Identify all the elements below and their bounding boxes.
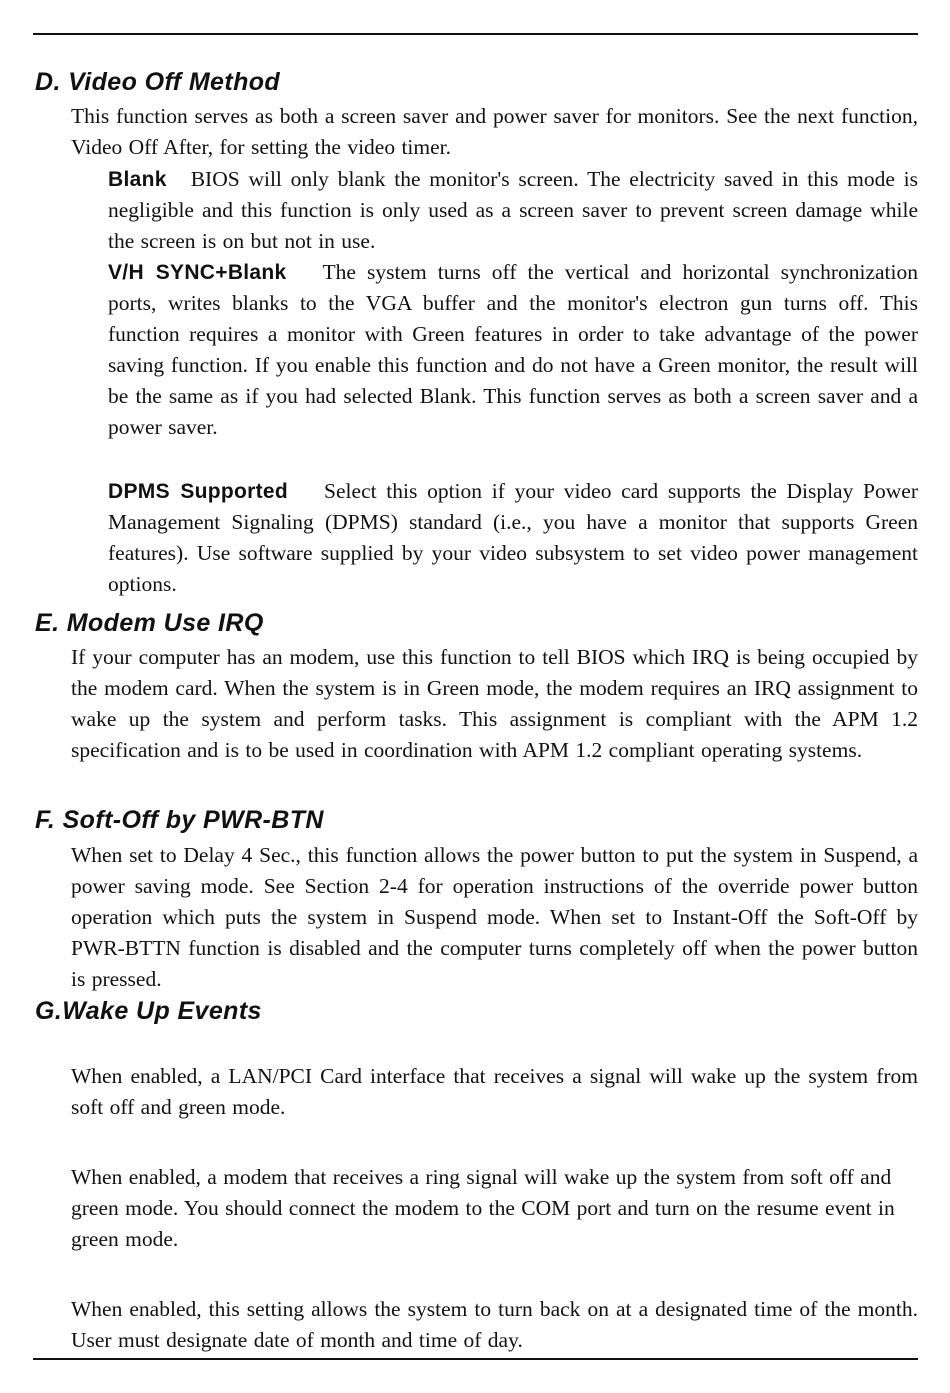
- option-blank: [108, 164, 918, 257]
- option-text: The system turns off the vertical and horizontal synchronization ports, writes blanks to the VGA buffer and the monitor's electron gun turns off. This function requires a monitor with Green features in order to take advantage of the power saving function. If you enable this function and do not have a Green monitor, the result will be the same as if you had selected Blank. This function serves as both a screen saver and a power saver.: [108, 260, 918, 439]
- option-term: Blank: [108, 168, 167, 191]
- section-d-intro: This function serves as both a screen saver and power saver for monitors. See the next function, Video Off After, for setting the video timer.: [71, 104, 918, 159]
- wake-rtc-paragraph: When enabled, this setting allows the system to turn back on at a designated time of the month. User must designate date of month and time of day.: [71, 1297, 918, 1352]
- option-term: DPMS Supported: [108, 480, 289, 503]
- option-text: Select this option if your video card supports the Display Power Management Signaling (DPMS) standard (i.e., you have a monitor that supports Green features). Use software supplied by your video subsystem to set video power management options.: [108, 479, 918, 596]
- section-e-heading: E. Modem Use IRQ: [35, 609, 264, 637]
- option-vh-sync-blank: [108, 257, 918, 443]
- section-e-body: If your computer has an modem, use this function to tell BIOS which IRQ is being occupied by the modem card. When the system is in Green mode, the modem requires an IRQ assignment to wake up the system and perform tasks. This assignment is compliant with the APM 1.2 specification and is to be used in coordination with APM 1.2 compliant operating systems.: [71, 645, 918, 762]
- wake-lan-paragraph: When enabled, a LAN/PCI Card interface that receives a signal will wake up the system from soft off and green mode.: [71, 1064, 918, 1119]
- option-term: V/H SYNC+Blank: [108, 261, 287, 284]
- section-d-heading: D. Video Off Method: [35, 68, 281, 96]
- top-rule: [33, 33, 918, 35]
- option-text: BIOS will only blank the monitor's screen. The electricity saved in this mode is negligible and this function is only used as a screen saver to prevent screen damage while the screen is on but not in use.: [108, 167, 918, 253]
- bottom-rule: [33, 1358, 918, 1360]
- option-dpms-supported: [108, 476, 918, 600]
- section-f-heading: F. Soft-Off by PWR-BTN: [35, 806, 324, 834]
- section-g-heading: G.Wake Up Events: [35, 997, 262, 1025]
- wake-modem-paragraph: When enabled, a modem that receives a ring signal will wake up the system from soft off and green mode. You should connect the modem to the COM port and turn on the resume event in green mode.: [71, 1165, 895, 1251]
- section-f-body: When set to Delay 4 Sec., this function allows the power button to put the system in Suspend, a power saving mode. See Section 2-4 for operation instructions of the override power button operation which puts the system in Suspend mode. When set to Instant-Off the Soft-Off by PWR-BTTN function is disabled and the computer turns completely off when the power button is pressed.: [71, 843, 918, 991]
